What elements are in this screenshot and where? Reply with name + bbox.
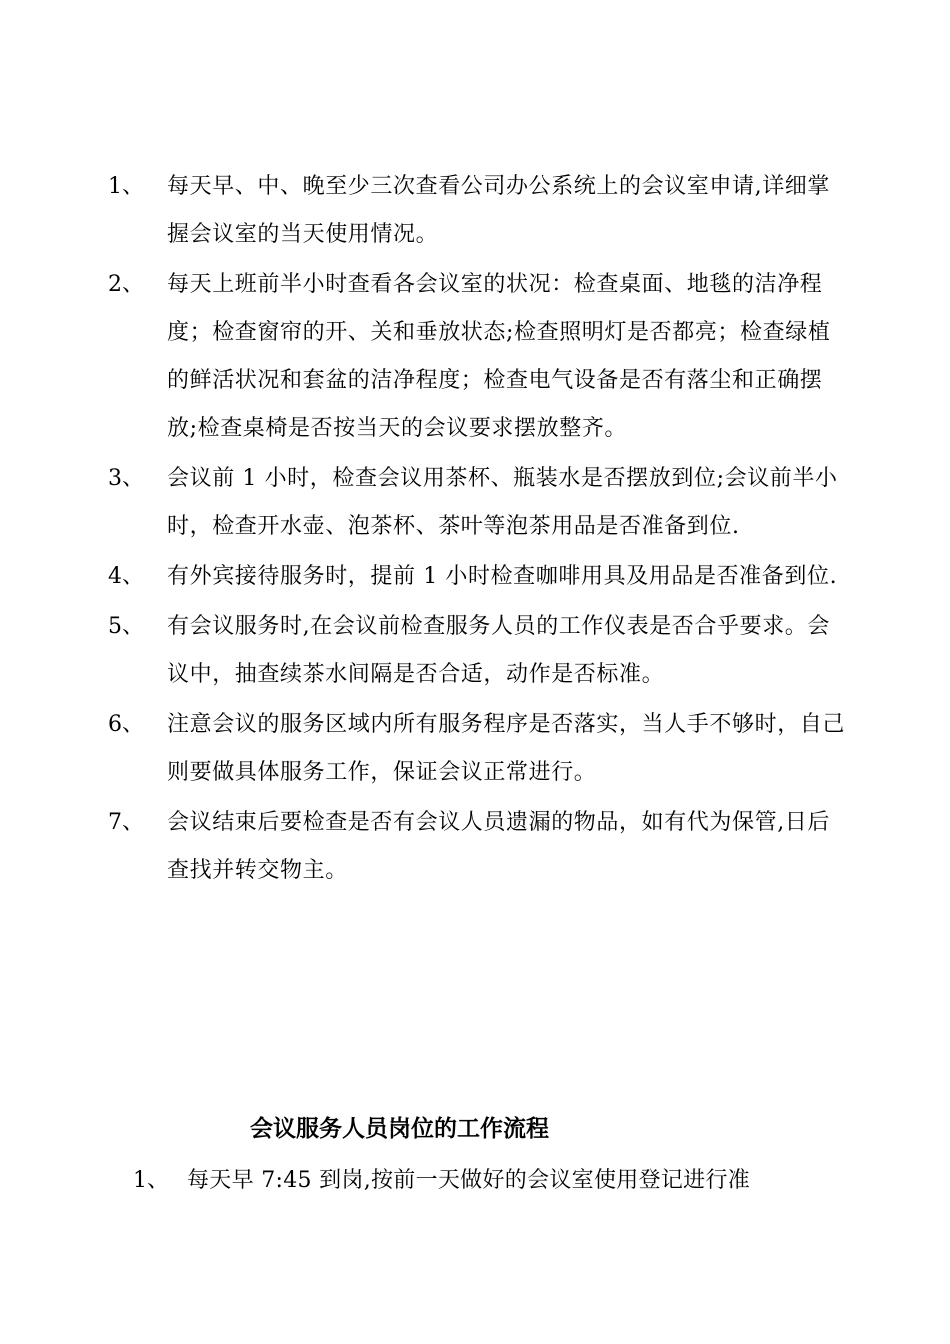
list-item xyxy=(0,1159,950,1207)
list-item-number: 1、 xyxy=(133,1168,169,1193)
list-item xyxy=(0,799,950,895)
list-item-text: 有会议服务时,在会议前检查服务人员的工作仪表是否合乎要求。会议中，抽查续茶水间隔是否合适，动作是否标准。 xyxy=(167,614,830,687)
list-item-text: 每天早 7:45 到岗,按前一天做好的会议室使用登记进行准 xyxy=(187,1168,751,1193)
section-heading: 会议服务人员岗位的工作流程 xyxy=(250,1116,549,1142)
list-item xyxy=(0,455,950,551)
list-item-number: 4、 xyxy=(108,564,144,589)
list-item-number: 2、 xyxy=(108,272,144,297)
list-item-number: 7、 xyxy=(108,810,144,835)
list-item-number: 1、 xyxy=(108,174,144,199)
list-item-text: 每天早、中、晚至少三次查看公司办公系统上的会议室申请,详细掌握会议室的当天使用情况。 xyxy=(167,174,830,247)
checklist xyxy=(0,163,950,897)
list-item-text: 会议结束后要检查是否有会议人员遗漏的物品，如有代为保管,日后查找并转交物主。 xyxy=(167,810,830,883)
list-item-text: 会议前 1 小时，检查会议用茶杯、瓶装水是否摆放到位;会议前半小时，检查开水壶、泡茶杯、茶叶等泡茶用品是否准备到位. xyxy=(167,466,838,539)
list-item-text: 每天上班前半小时查看各会议室的状况：检查桌面、地毯的洁净程度；检查窗帘的开、关和垂放状态;检查照明灯是否都亮；检查绿植的鲜活状况和套盆的洁净程度；检查电气设备是否有落尘和正确摆放;检查桌椅是否按当天的会议要求摆放整齐。 xyxy=(167,272,831,441)
list-item-number: 5、 xyxy=(108,614,144,639)
list-item-text: 有外宾接待服务时，提前 1 小时检查咖啡用具及用品是否准备到位. xyxy=(167,564,838,589)
list-item xyxy=(0,701,950,797)
list-item xyxy=(0,603,950,699)
list-item xyxy=(0,553,950,601)
list-item xyxy=(0,261,950,453)
list-item-text: 注意会议的服务区域内所有服务程序是否落实，当人手不够时，自己则要做具体服务工作，保证会议正常进行。 xyxy=(167,712,846,785)
list-item-number: 6、 xyxy=(108,712,144,737)
list-item xyxy=(0,163,950,259)
list-item-number: 3、 xyxy=(108,466,144,491)
